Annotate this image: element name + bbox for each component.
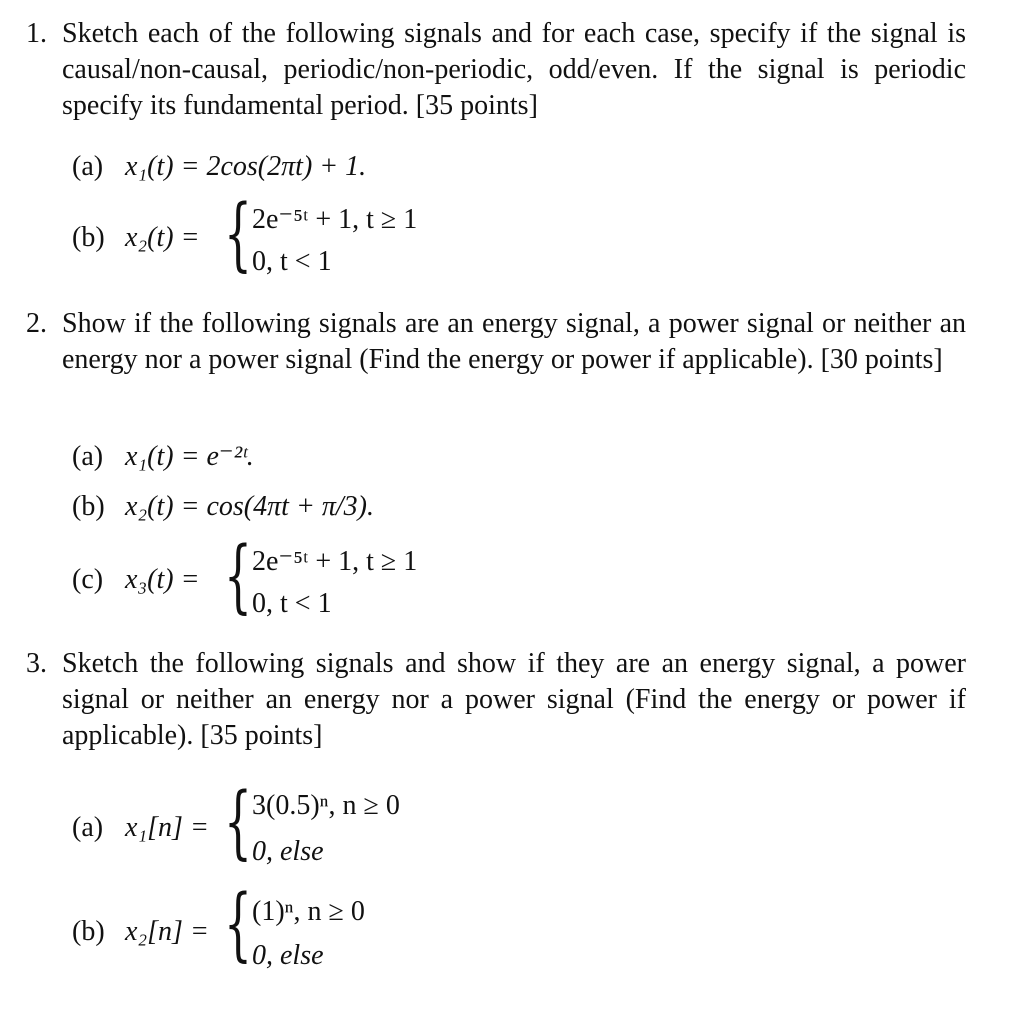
case-1: (1)ⁿ, n ≥ 0 <box>252 896 365 927</box>
part-lhs: x₂[n] = <box>125 916 209 947</box>
part-label: (b) <box>72 222 105 253</box>
part-label: (a) <box>72 812 104 843</box>
problem-text: Sketch the following signals and show if they are an energy signal, a power signal or neither an energy nor a power signal (Find the energy or power if applicable). [35 points] <box>62 648 966 751</box>
left-brace: { <box>224 775 252 868</box>
case-1: 2e⁻⁵ᵗ + 1, t ≥ 1 <box>252 546 418 577</box>
part-label: (b) <box>72 491 105 522</box>
part-expression: x₁(t) = e⁻²ᵗ. <box>125 441 254 472</box>
problem-2-part-c <box>72 529 572 622</box>
problem-1-part-a <box>72 150 366 184</box>
part-label: (a) <box>72 151 104 182</box>
left-brace: { <box>224 529 252 622</box>
part-expression: x₂(t) = cos(4πt + π/3). <box>125 491 374 522</box>
problem-1-part-b <box>72 187 572 280</box>
problem-2 <box>26 306 966 378</box>
part-label: (a) <box>72 441 104 472</box>
problem-text: Sketch each of the following signals and for each case, specify if the signal is causal/non-causal, periodic/non-periodic, odd/even. If the signal is periodic specify its fundamental period. [35 points] <box>62 18 966 121</box>
part-lhs: x₁[n] = <box>125 812 209 843</box>
part-label: (c) <box>72 564 104 595</box>
problem-number: 3. <box>26 648 47 679</box>
case-1: 3(0.5)ⁿ, n ≥ 0 <box>252 790 400 821</box>
problem-3-part-a <box>72 775 572 868</box>
left-brace: { <box>224 877 252 970</box>
problem-3-part-b <box>72 877 572 971</box>
case-2: 0, else <box>252 940 324 971</box>
problem-2-part-a <box>72 440 254 474</box>
part-lhs: x₃(t) = <box>125 564 200 595</box>
part-label: (b) <box>72 916 105 947</box>
case-1: 2e⁻⁵ᵗ + 1, t ≥ 1 <box>252 204 418 235</box>
problem-2-part-b <box>72 490 374 524</box>
case-2: 0, t < 1 <box>252 588 332 619</box>
problem-number: 2. <box>26 308 47 339</box>
part-lhs: x₂(t) = <box>125 222 200 253</box>
problem-3 <box>26 646 966 754</box>
case-2: 0, else <box>252 836 324 867</box>
left-brace: { <box>224 187 252 280</box>
problem-1 <box>26 16 966 124</box>
part-expression: x₁(t) = 2cos(2πt) + 1. <box>125 151 367 182</box>
problem-number: 1. <box>26 18 47 49</box>
problem-text: Show if the following signals are an energy signal, a power signal or neither an energy nor a power signal (Find the energy or power if applicable). [30 points] <box>62 308 966 375</box>
case-2: 0, t < 1 <box>252 246 332 277</box>
